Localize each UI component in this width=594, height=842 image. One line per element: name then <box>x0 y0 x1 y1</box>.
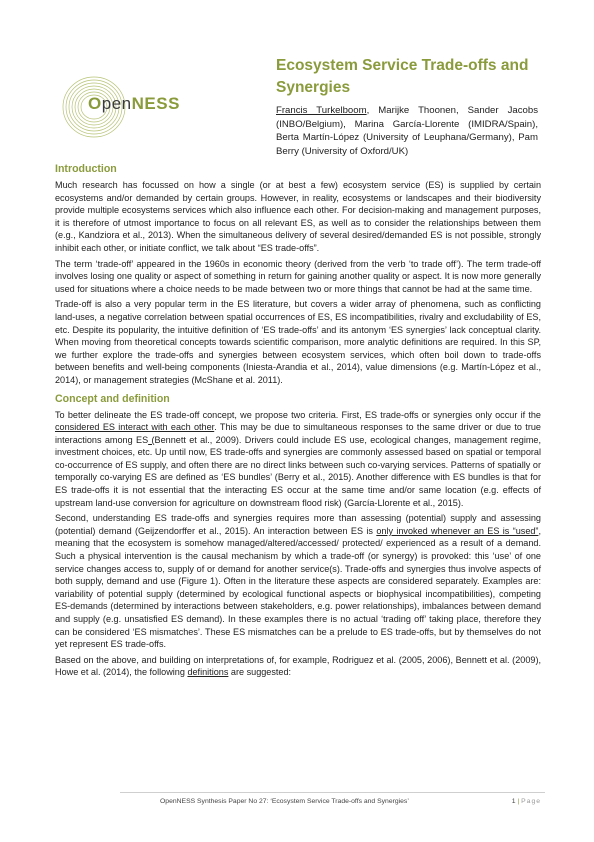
concept-paragraph-3: Based on the above, and building on interpretations of, for example, Rodriguez et al. (2005, 2006), Bennett et al. (2009), Howe et al. (2014), the following definitions are suggested: <box>55 654 541 678</box>
footer-text: OpenNESS Synthesis Paper No 27: ‘Ecosystem Service Trade-offs and Synergies’ <box>160 798 409 805</box>
footer-divider <box>120 792 545 793</box>
co-authors: , Marijke Thoonen, Sander Jacobs (INBO/Belgium), Marina García-Llorente (IMIDRA/Spain), Berta Martín-López (University of Leuphana/Germany), Pam Berry (University of Oxford/UK) <box>276 105 538 157</box>
author-list <box>276 104 538 158</box>
openness-logo <box>60 74 180 140</box>
concept-heading: Concept and definition <box>55 392 170 405</box>
lead-author: Francis Turkelboom <box>276 105 367 116</box>
intro-paragraph-2: The term ‘trade-off’ appeared in the 1960s in economic theory (derived from the verb ‘to trade off’). The term trade-off involves losing one quality or aspect of something in return for gaining another quality or aspect. It is now more generally used for situations where a choice needs to be made between two or more things that cannot be had at the same time. <box>55 258 541 294</box>
concept-paragraph-2: Second, understanding ES trade-offs and synergies requires more than assessing (potential) supply and assessing (potential) demand (Geijzendorffer et al., 2015). An interaction between ES is only invoked whenever an ES is “used”, meaning that the ecosystem is somehow managed/altered/accessed/ protected/ experienced as a result of a demand. Such a physical intervention is the causal mechanism by which a trade-off (or synergy) is provoked: this ‘use’ of one service changes access to, supply of or demand for another service(s). Trade-offs and synergies thus involve aspects of both supply, demand and use (Figure 1). Often in the literature these aspects are considered separately. Examples are: variability of potential supply (determined by ecological functional aspects or biophysical incompatibilities), competing ES-demands (determined by interactions between stakeholders, e.g. power relationships), imbalances between demand and supply (e.g. unsatisfied ES demand). In these examples there is no actual ‘trading off’ taking place, therefore they can be considered ‘ES mismatches’. These ES mismatches can be a prelude to ES trade-offs, but by themselves do not yet represent ES trade-offs. <box>55 513 541 650</box>
intro-heading: Introduction <box>55 163 117 175</box>
page-number: 1 | Page <box>511 798 541 805</box>
concept-paragraph-1: To better delineate the ES trade-off concept, we propose two criteria. First, ES trade-offs or synergies only occur if the considered ES interact with each other. This may be due to simultaneous responses to the same driver or due to true interactions among ES (Bennett et al., 2009). Drivers could include ES use, ecological changes, management regime, investment choices, etc. Up until now, ES trade-offs and synergies are commonly assessed based on spatial or temporal co-occurrence of ES supply, and often there are no direct links between such co-varying services. Patterns of spatially or temporally co-varying ES are defined as ‘ES bundles’ (Berry et al., 2015). Another difference with ES bundles is that for ES trade-offs it is not essential that the interacting ES occur at the same time and/or same location (e.g. effects of upstream land-use conversion for agriculture on downstream flood risk) (García-Llorente et al., 2015). <box>55 409 541 508</box>
intro-paragraph-3: Trade-off is also a very popular term in the ES literature, but covers a wider array of phenomena, such as conflicting land-uses, a negative correlation between spatial occurrences of ES, ES incompatibilities, rivalry and excludability of ES, etc. Despite its popularity, the intuitive definition of ‘ES trade-offs’ and its antonym ‘ES synergies’ lack conceptual clarity. When moving from theoretical concepts towards scientific comparison, more analytic definitions are required. In this SP, we further explore the trade-offs and synergies between ecosystem services, which often boil down to trade-offs between benefits and well-being components (Iniesta-Arandia et al., 2014), value dimensions (e.g. Martín-López et al., 2014), or management strategies (McShane et al. 2011). <box>55 299 541 385</box>
intro-paragraph-1: Much research has focussed on how a single (or at best a few) ecosystem service (ES) is supplied by certain ecosystems and/or demanded by certain groups. However, in reality, ecosystems or landscapes and their biodiversity provide multiple ecosystems services which also influence each other. For decision-making and management purposes, it is therefore of utmost importance to focus on all relevant ES, as well as to consider the relationships between them (e.g., Kandziora et al., 2013). When the simultaneous delivery of several desired/demanded ES is not possible, strongly inhibit each other, or initiate conflict, we talk about “ES trade-offs”. <box>55 180 541 253</box>
main-content <box>55 163 541 682</box>
logo-wordmark: OpenNESS <box>88 94 180 113</box>
document-title: Ecosystem Service Trade-offs and Synergies <box>276 57 529 96</box>
